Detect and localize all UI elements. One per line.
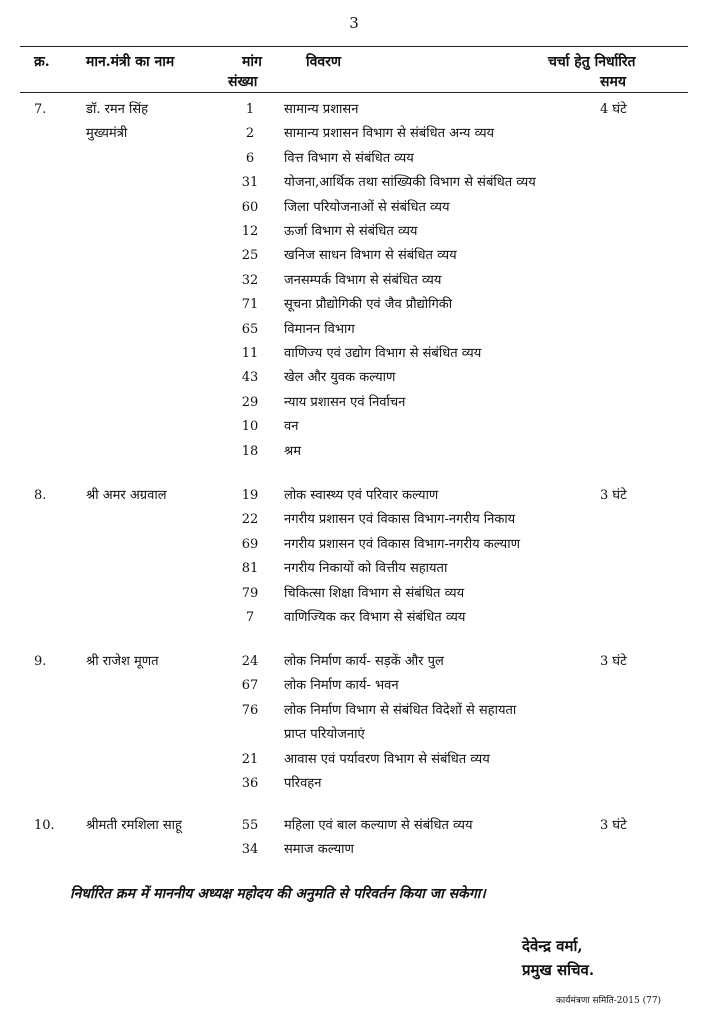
header-time-line1: चर्चा हेतु निर्धारित	[548, 54, 636, 70]
header-top-rule	[20, 46, 688, 47]
header-demand-line1: मांग	[242, 54, 262, 70]
demand-number: 1	[245, 102, 255, 117]
header-minister: मान.मंत्री का नाम	[86, 54, 175, 70]
table-row	[0, 222, 708, 246]
demand-number: 19	[241, 488, 259, 503]
demand-number: 6	[245, 150, 255, 166]
allotted-time: 3 घंटे	[600, 818, 627, 833]
table-row	[0, 417, 708, 441]
header-serial: क्र.	[34, 54, 50, 70]
demand-number: 29	[241, 394, 259, 410]
demand-number: 65	[241, 321, 259, 337]
demand-number: 18	[241, 443, 259, 459]
demand-number: 79	[241, 585, 259, 601]
table-row	[0, 124, 708, 148]
demand-description: लोक निर्माण विभाग से संबंधित विदेशों से सहायता	[284, 702, 517, 718]
demand-description: लोक निर्माण कार्य- सड़कें और पुल	[284, 654, 444, 669]
minister-name: डॉ. रमन सिंह	[86, 102, 149, 117]
table-row	[0, 750, 708, 774]
demand-description: ऊर्जा विभाग से संबंधित व्यय	[284, 224, 418, 239]
demand-description: नगरीय प्रशासन एवं विकास विभाग-नगरीय कल्याण	[284, 536, 520, 552]
demand-description: खनिज साधन विभाग से संबंधित व्यय	[284, 248, 457, 264]
demand-number: 22	[241, 512, 259, 528]
demand-description: सामान्य प्रशासन विभाग से संबंधित अन्य व्यय	[284, 126, 495, 142]
schedule-change-note: निर्धारित क्रम में माननीय अध्यक्ष महोदय की अनुमति से परिवर्तन किया जा सकेगा।	[70, 886, 486, 902]
table-row	[0, 271, 708, 295]
table-row	[0, 608, 708, 632]
demand-description: न्याय प्रशासन एवं निर्वाचन	[284, 394, 406, 410]
serial-number: 7.	[34, 102, 47, 117]
demand-description: जिला परियोजनाओं से संबंधित व्यय	[284, 199, 450, 215]
table-row	[0, 486, 708, 510]
allotted-time: 3 घंटे	[600, 654, 627, 669]
table-row	[0, 535, 708, 559]
demand-description: सामान्य प्रशासन	[284, 102, 359, 117]
table-row	[0, 295, 708, 319]
demand-number: 36	[241, 776, 259, 791]
demand-number: 11	[241, 346, 259, 361]
table-row	[0, 368, 708, 392]
minister-name: श्रीमती रमशिला साहू	[86, 818, 182, 833]
demand-description: वाणिज्य एवं उद्योग विभाग से संबंधित व्यय	[284, 346, 482, 361]
table-row	[0, 676, 708, 700]
demand-number: 69	[241, 536, 259, 552]
demand-description: वाणिज्यिक कर विभाग से संबंधित व्यय	[284, 610, 466, 625]
demand-number: 34	[241, 842, 259, 858]
demand-description: नगरीय निकायों को वित्तीय सहायता	[284, 561, 448, 577]
demand-number: 60	[241, 199, 259, 215]
minister-designation: मुख्यमंत्री	[86, 126, 128, 142]
demand-description: वन	[284, 419, 299, 435]
table-row	[0, 510, 708, 534]
demand-description: परिवहन	[284, 776, 322, 791]
table-row	[0, 774, 708, 798]
demand-number: 25	[241, 248, 259, 264]
demand-description: लोक स्वास्थ्य एवं परिवार कल्याण	[284, 488, 439, 503]
table-row	[0, 652, 708, 676]
header-bottom-rule	[20, 92, 688, 93]
serial-number: 8.	[34, 488, 47, 503]
demand-number: 76	[241, 702, 259, 718]
header-demand-line2: संख्या	[228, 74, 258, 90]
demand-description: वित्त विभाग से संबंधित व्यय	[284, 150, 414, 166]
demand-number: 21	[241, 751, 259, 767]
minister-name: श्री अमर अग्रवाल	[86, 488, 167, 503]
table-row	[0, 173, 708, 197]
serial-number: 10.	[34, 818, 55, 833]
signatory-name: देवेन्द्र वर्मा,	[522, 937, 583, 955]
minister-name: श्री राजेश मूणत	[86, 654, 159, 669]
table-row	[0, 725, 708, 749]
demand-description: महिला एवं बाल कल्याण से संबंधित व्यय	[284, 818, 473, 833]
demand-description: चिकित्सा शिक्षा विभाग से संबंधित व्यय	[284, 585, 465, 601]
table-row	[0, 100, 708, 124]
table-row	[0, 320, 708, 344]
table-row	[0, 816, 708, 840]
demand-number: 32	[241, 272, 259, 288]
demand-description: श्रम	[284, 443, 301, 459]
table-row	[0, 393, 708, 417]
table-row	[0, 198, 708, 222]
allotted-time: 3 घंटे	[600, 488, 627, 503]
demand-description: विमानन विभाग	[284, 321, 355, 337]
demand-number: 24	[241, 654, 259, 669]
table-row	[0, 559, 708, 583]
demand-description: समाज कल्याण	[284, 842, 354, 858]
demand-description: सूचना प्रौद्योगिकी एवं जैव प्रौद्योगिकी	[284, 297, 453, 313]
table-header	[0, 50, 708, 94]
header-description: विवरण	[306, 54, 342, 70]
demand-description: प्राप्त परियोजनाएं	[284, 727, 365, 743]
demand-number: 10	[241, 419, 259, 435]
demand-number: 31	[241, 175, 259, 191]
table-row	[0, 344, 708, 368]
demand-number: 7	[245, 610, 255, 625]
demand-description: आवास एवं पर्यावरण विभाग से संबंधित व्यय	[284, 751, 490, 767]
demand-number: 81	[241, 561, 259, 577]
demand-number: 43	[241, 370, 259, 386]
demand-number: 71	[241, 297, 259, 313]
allotted-time: 4 घंटे	[600, 102, 627, 117]
signatory-title: प्रमुख सचिव.	[522, 961, 595, 979]
demand-description: नगरीय प्रशासन एवं विकास विभाग-नगरीय निकाय	[284, 512, 516, 528]
table-row	[0, 246, 708, 270]
table-row	[0, 701, 708, 725]
table-row	[0, 840, 708, 864]
demand-number: 67	[241, 678, 259, 694]
table-row	[0, 584, 708, 608]
header-time-line2: समय	[600, 74, 626, 90]
demand-description: खेल और युवक कल्याण	[284, 370, 396, 386]
demand-number: 12	[241, 224, 259, 239]
footer-reference: कार्यमंत्रणा समिति-2015 (77)	[556, 996, 662, 1006]
table-row	[0, 149, 708, 173]
demand-description: योजना,आर्थिक तथा सांख्यिकी विभाग से संबंधित व्यय	[284, 175, 536, 191]
demand-description: लोक निर्माण कार्य- भवन	[284, 678, 399, 694]
demand-description: जनसम्पर्क विभाग से संबंधित व्यय	[284, 272, 442, 288]
demand-number: 2	[245, 126, 255, 142]
demand-number: 55	[241, 818, 259, 833]
table-row	[0, 442, 708, 466]
page-number: 3	[349, 14, 359, 32]
serial-number: 9.	[34, 654, 47, 669]
